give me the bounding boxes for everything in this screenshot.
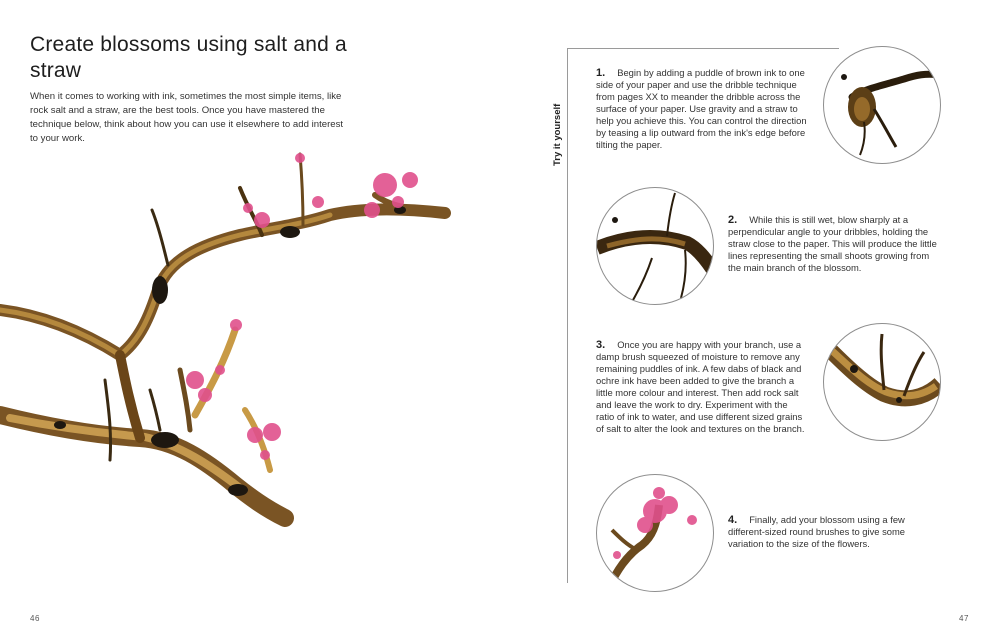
step-number: 2. [728, 214, 738, 226]
horizontal-rule [567, 48, 839, 49]
section-label: Try it yourself [552, 103, 563, 166]
step-1-image [823, 46, 941, 164]
page-number-left: 46 [30, 614, 40, 623]
step-text: While this is still wet, blow sharply at a perpendicular angle to your dribbles, holding the straw close to the paper. This will produce the little lines representing the small shoots growing from the main branch of the blossom. [728, 214, 937, 273]
step-text: Once you are happy with your branch, use a damp brush squeezed of moisture to remove any remaining puddles of ink. A few dabs of black and ochre ink have been added to give the branch a little more colour and interest. Then add rock salt and leave the work to dry. Experiment with the ratio of ink to water, and use different sized grains of salt to alter the look and textures on the branch. [596, 339, 805, 434]
step-text: Begin by adding a puddle of brown ink to one side of your paper and use the dribble technique from pages XX to meander the dribble across the surface of your paper. Use gravity and a straw to help you achieve this. You can control the direction by teasing a lip outward from the ink's edge before tilting the paper. [596, 67, 807, 150]
vertical-rule [567, 48, 568, 583]
blossom-branch-illustration [0, 140, 460, 560]
page-number-right: 47 [959, 614, 969, 623]
step-4-image [596, 474, 714, 592]
step-2-image [596, 187, 714, 305]
intro-paragraph: When it comes to working with ink, sometimes the most simple items, like rock salt and a straw, are the best tools. Once you have mastered the technique below, think about how you can use it elsewhere to add interest to your work. [30, 91, 344, 144]
step-number: 1. [596, 67, 606, 79]
step-3 [596, 339, 808, 435]
step-4 [728, 514, 940, 550]
step-3-image [823, 323, 941, 441]
step-number: 4. [728, 514, 738, 526]
page-title: Create blossoms using salt and a straw [30, 33, 347, 82]
step-2 [728, 214, 940, 274]
step-number: 3. [596, 339, 606, 351]
step-1 [596, 67, 808, 151]
step-text: Finally, add your blossom using a few different-sized round brushes to give some variation to the size of the flowers. [728, 514, 906, 549]
